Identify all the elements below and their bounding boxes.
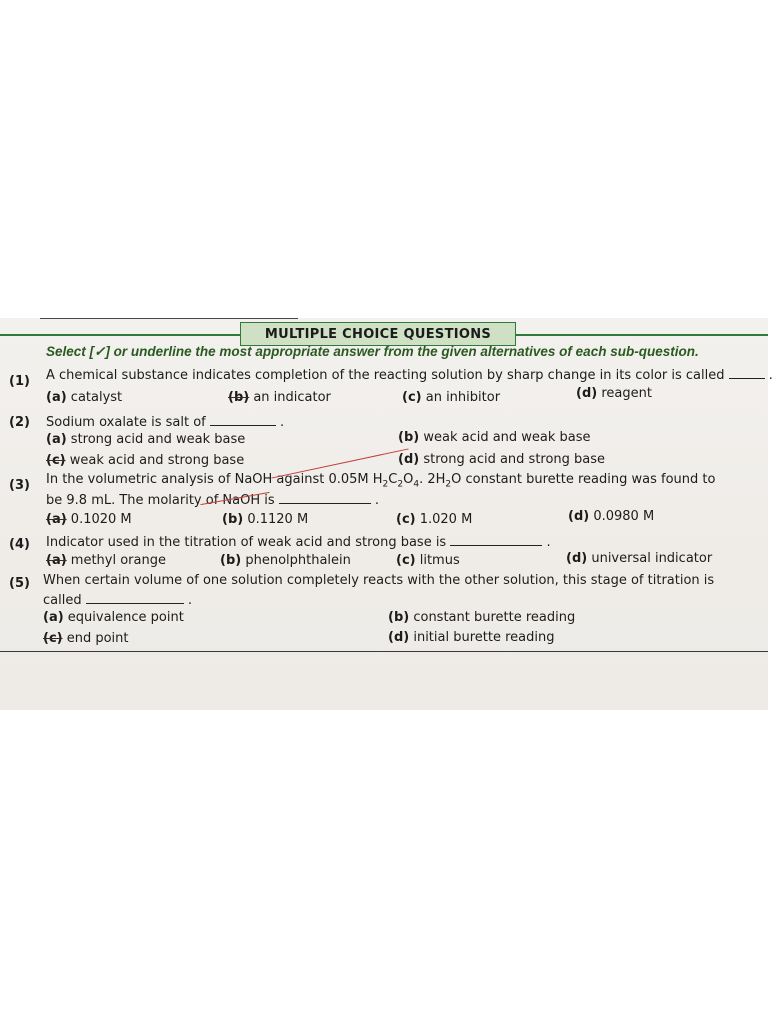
question-4-text: Indicator used in the titration of weak acid and strong base is . (46, 535, 551, 550)
q4-option-b: (b) phenolphthalein (220, 553, 351, 568)
question-5-text (43, 573, 714, 588)
question-5-text-line2: called . (43, 593, 192, 608)
question-4-stem: Indicator used in the titration of weak acid and strong base is (46, 535, 447, 550)
q5-option-b: (b) constant burette reading (388, 610, 576, 625)
q4-option-d: (d) universal indicator (566, 551, 713, 566)
q1-option-c: (c) an inhibitor (402, 390, 501, 405)
q5-option-d: (d) initial burette reading (388, 630, 555, 645)
q1-option-a: (a) catalyst (46, 390, 123, 405)
question-5-stem: When certain volume of one solution completely reacts with the other solution, this stage of titration is (43, 573, 715, 588)
q5-option-c: (c) end point (43, 631, 129, 646)
question-number-2: (2) (9, 415, 30, 430)
title-rule-left (0, 334, 240, 336)
instruction-text: Select [✓] or underline the most appropriate answer from the given alternatives of each sub-question. (46, 344, 699, 359)
q2-option-d: (d) strong acid and strong base (398, 452, 606, 467)
top-divider (40, 318, 298, 319)
q3-option-c: (c) 1.020 M (396, 512, 473, 527)
question-2-text: Sodium oxalate is salt of . (46, 415, 285, 430)
question-3-text-line2: be 9.8 mL. The molarity of NaOH is . (46, 493, 380, 508)
q4-option-a: (a) methyl orange (46, 553, 166, 568)
question-number-3: (3) (9, 478, 30, 493)
question-1-text: A chemical substance indicates completion of the reacting solution by sharp change in its color is called . (46, 368, 773, 383)
q2-option-c: (c) weak acid and strong base (46, 453, 245, 468)
q2-option-b: (b) weak acid and weak base (398, 430, 591, 445)
question-3-stem-cont: be 9.8 mL. The molarity of NaOH is (46, 493, 275, 508)
question-number-4: (4) (9, 537, 30, 552)
question-2-stem: Sodium oxalate is salt of (46, 415, 206, 430)
title-rule-right (516, 334, 768, 336)
q4-option-c: (c) litmus (396, 553, 460, 568)
q3-option-d: (d) 0.0980 M (568, 509, 655, 524)
q5-option-a: (a) equivalence point (43, 610, 184, 625)
bottom-divider (0, 651, 768, 652)
title-box (240, 322, 516, 346)
q3-option-a: (a) 0.1020 M (46, 512, 132, 527)
q2-option-a: (a) strong acid and weak base (46, 432, 246, 447)
q3-option-b: (b) 0.1120 M (222, 512, 309, 527)
q1-option-b: (b) an indicator (228, 390, 331, 405)
answer-blank (450, 533, 542, 546)
question-3-text: In the volumetric analysis of NaOH against 0.05M $H_2C_2O_4$. $2H_2O$ constant burette reading was found to (46, 472, 716, 490)
question-number-5: (5) (9, 576, 30, 591)
answer-blank (729, 366, 765, 379)
question-1-stem: A chemical substance indicates completion of the reacting solution by sharp change in its color is called (46, 368, 725, 383)
answer-blank (279, 491, 371, 504)
page-title: MULTIPLE CHOICE QUESTIONS (264, 326, 492, 342)
answer-blank (86, 591, 184, 604)
q1-option-d: (d) reagent (576, 386, 652, 401)
answer-blank (210, 413, 276, 426)
question-number-1: (1) (9, 374, 30, 389)
